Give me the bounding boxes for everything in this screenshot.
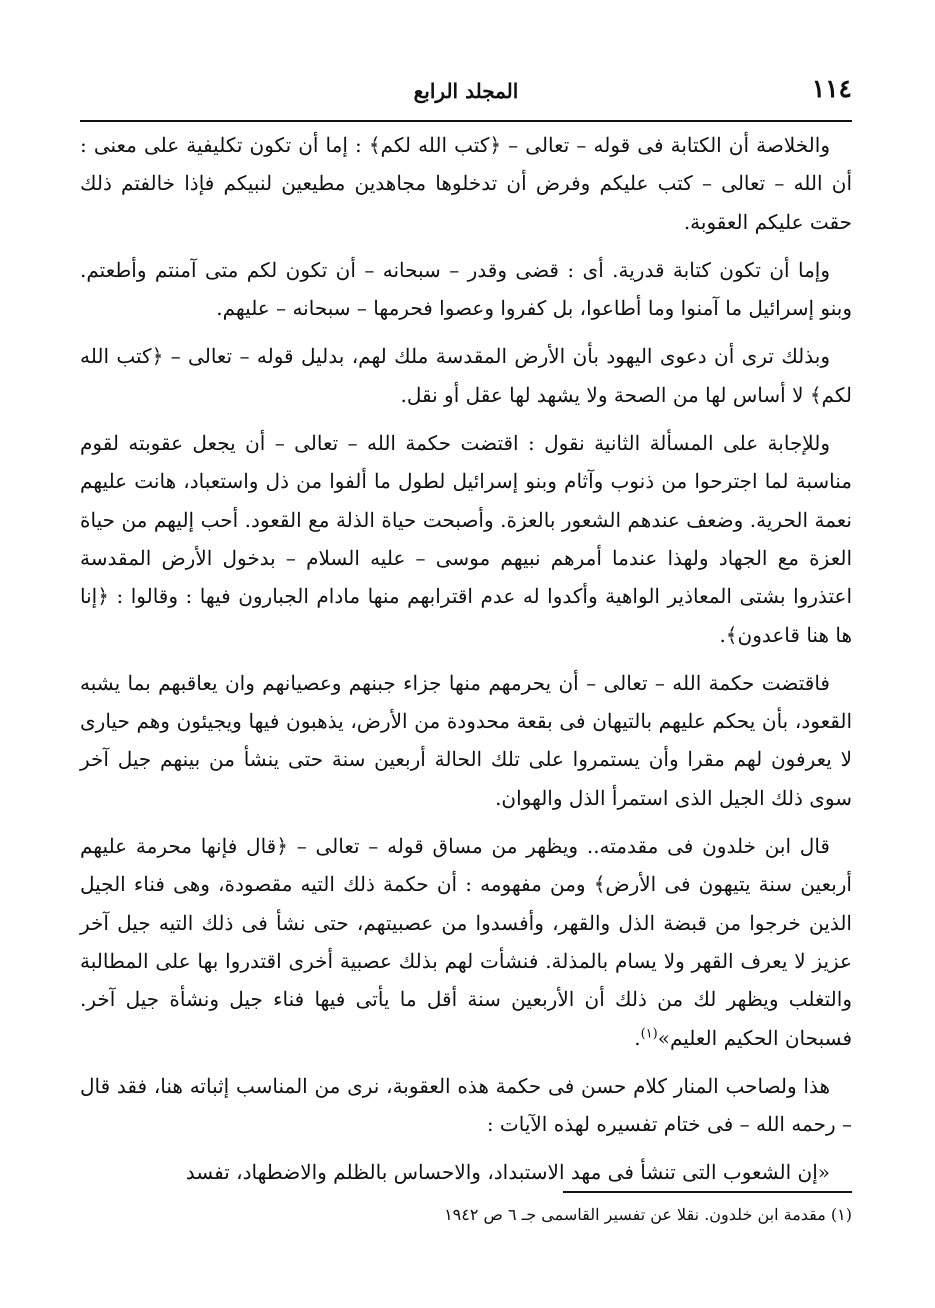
paragraph-7: هذا ولصاحب المنار كلام حسن فى حكمة هذه العقوبة، نرى من المناسب إثباته هنا، فقد قال – رحمه الله – فى ختام تفسيره لهذه الآيات :	[80, 1073, 852, 1137]
body-text	[80, 126, 852, 1202]
page-header	[80, 74, 852, 108]
paragraph-3: وبذلك ترى أن دعوى اليهود بأن الأرض المقدسة ملك لهم، بدليل قوله – تعالى – ﴿كتب الله لكم﴾ لا أساس لها من الصحة ولا يشهد لها عقل أو نقل.	[80, 344, 852, 407]
paragraph-6	[80, 827, 852, 1057]
paragraph-6-text: قال ابن خلدون فى مقدمته.. ويظهر من مساق قوله – تعالى – ﴿قال فإنها محرمة عليهم أربعين سنة يتيهون فى الأرض﴾ ومن مفهومه : أن حكمة ذلك التيه مقصودة، وهى فناء الجيل الذين خرجوا من قبضة الذل والقهر، وأفسدوا من عصبيتهم، حتى نشأ فى ذلك التيه جيل آخر عزيز لا يعرف القهر ولا يسام بالمذلة. فنشأت لهم بذلك عصبية أخرى اقتدروا بها على المطالبة والتغلب ويظهر لك من ذلك أن الأربعين سنة أقل ما يأتى فيها فناء جيل ونشأة جيل آخر. فسبحان الحكيم العليم»	[80, 834, 852, 1050]
header-divider	[80, 120, 852, 122]
paragraph-6-end: .	[634, 1025, 641, 1050]
paragraph-1: والخلاصة أن الكتابة فى قوله – تعالى – ﴿كتب الله لكم﴾ : إما أن تكون تكليفية على معنى : أن الله – تعالى – كتب عليكم وفرض أن تدخلوها مجاهدين مطيعين لنبيكم فإذا خالفتم ذلك حقت عليكم العقوبة.	[80, 133, 852, 234]
paragraph-2: وإما أن تكون كتابة قدرية. أى : قضى وقدر – سبحانه – أن تكون لكم متى آمنتم وأطعتم. وبنو إسرائيل ما آمنوا وما أطاعوا، بل كفروا وعصوا فحرمها – سبحانه – عليهم.	[80, 257, 852, 321]
paragraph-4: وللإجابة على المسألة الثانية نقول : اقتضت حكمة الله – تعالى – أن يجعل عقوبته لقوم مناسبة لما اجترحوا من ذنوب وآثام وبنو إسرائيل لطول ما ألفوا من ذل واستعباد، هانت عليهم نعمة الحرية. وضعف عندهم الشعور بالعزة. وأصبحت حياة الذلة مع القعود. أحب إليهم من حياة العزة مع الجهاد ولهذا عندما أمرهم نبيهم موسى – عليه السلام – بدخول الأرض المقدسة اعتذروا بشتى المعاذير الواهية وأكدوا له عدم اقترابهم منها مادام الجبارون فيها : وقالوا : ﴿إنا ها هنا قاعدون﴾.	[80, 431, 852, 647]
footnote: (١) مقدمة ابن خلدون. نقلا عن تفسير القاسمى جـ ٦ ص ١٩٤٢	[444, 1205, 852, 1224]
footnote-reference: (١)	[640, 1025, 658, 1041]
paragraph-8: «إن الشعوب التى تنشأ فى مهد الاستبداد، والاحساس بالظلم والاضطهاد، تفسد	[185, 1160, 830, 1185]
page-number: ١١٤	[811, 74, 852, 103]
footnote-divider	[563, 1191, 852, 1193]
paragraph-5: فاقتضت حكمة الله – تعالى – أن يحرمهم منها جزاء جبنهم وعصيانهم وان يعاقبهم بما يشبه القعود، بأن يحكم عليهم بالتيهان فى بقعة محدودة من الأرض، يذهبون فيها ويجيئون وهم حيارى لا يعرفون لهم مقرا وأن يستمروا على تلك الحالة أربعين سنة حتى ينشأ من بينهم جيل آخر سوى ذلك الجيل الذى استمرأ الذل والهوان.	[80, 670, 852, 810]
running-title: المجلد الرابع	[413, 79, 519, 103]
